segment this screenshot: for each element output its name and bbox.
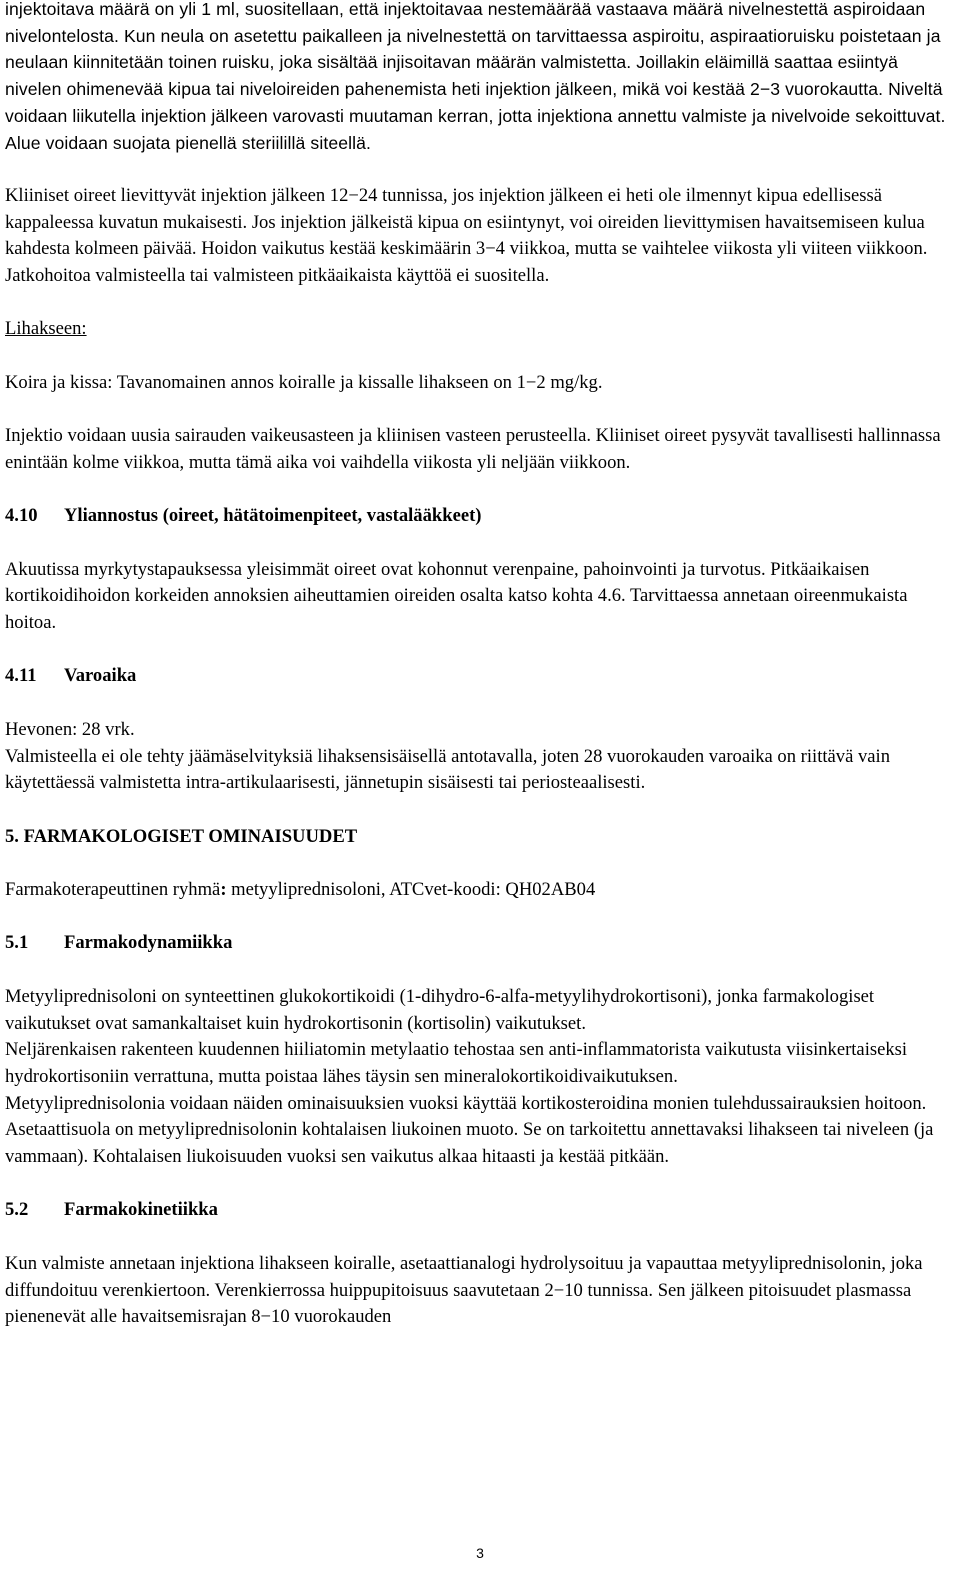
section-heading-5-2 (5, 1197, 953, 1224)
page-number: 3 (476, 1545, 484, 1561)
section-heading-5-1 (5, 930, 953, 957)
section-heading-5: 5. FARMAKOLOGISET OMINAISUUDET (5, 825, 358, 847)
section-heading-4-10 (5, 503, 953, 530)
paragraph-pharmacodynamics-3: Metyyliprednisolonia voidaan näiden ominaisuuksien vuoksi käyttää kortikosteroidina monien tulehdussairauksien hoitoon. Asetaattisuola on metyyliprednisolonin kohtalaisen liukoinen muoto. Se on tarkoitettu annettavaksi lihakseen tai niveleen (ja vammaan). Kohtalaisen liukoisuuden vuoksi sen vaikutus alkaa hitaasti ja kestää pitkään. (5, 1092, 934, 1168)
section-number: 5.2 (5, 1199, 29, 1221)
paragraph-pharmacodynamics-1: Metyyliprednisoloni on synteettinen glukokortikoidi (1-dihydro-6-alfa-metyylihydrokortisoni), jonka farmakologiset vaikutukset ovat samankaltaiset kuin hydrokortisonin (kortisolin) vaikutukset. (5, 985, 875, 1034)
section-title: Yliannostus (oireet, hätätoimenpiteet, vastalääkkeet) (64, 505, 482, 527)
section-title: Farmakodynamiikka (64, 932, 233, 954)
paragraph-overdose: Akuutissa myrkytystapauksessa yleisimmät oireet ovat kohonnut verenpaine, pahoinvointi ja turvotus. Pitkäaikaisen kortikoidihoidon korkeiden annoksien aiheuttamien oireiden osalta katso kohta 4.6. Tarvittaessa annetaan oireenmukaista hoitoa. (5, 558, 908, 634)
subheading-lihakseen: Lihakseen: (5, 318, 87, 340)
section-title: Varoaika (64, 665, 137, 687)
group-colon: : (220, 879, 227, 901)
paragraph-pharmacokinetics: Kun valmiste annetaan injektiona lihakseen koiralle, asetaattianalogi hydrolysoituu ja vapauttaa metyyliprednisolonin, joka diffundoituu verenkiertoon. Verenkierrossa huippupitoisuus saavutetaan 2−10 tunnissa. Sen jälkeen pitoisuudet plasmassa pienenevät alle havaitsemisrajan 8−10 vuorokauden (5, 1252, 923, 1328)
section-heading-4-11 (5, 663, 953, 690)
paragraph-repeat-injection: Injektio voidaan uusia sairauden vaikeusasteen ja kliinisen vasteen perusteella. Kliiniset oireet pysyvät tavallisesti hallinnassa enintään kolme viikkoa, mutta tämä aika voi vaihdella viikosta yli neljään viikkoon. (5, 425, 941, 473)
paragraph-withdrawal-details: Valmisteella ei ole tehty jäämäselvityksiä lihaksensisäisellä antotavalla, joten 28 vuorokauden varoaika on riittävä vain käytettäessä valmistetta intra-artikulaarisesti, jännetupin sisäisesti tai periosteaalisesti. (5, 745, 890, 794)
section-title: Farmakokinetiikka (64, 1199, 218, 1221)
paragraph-pharmacotherapeutic-group (5, 877, 953, 904)
section-number: 4.10 (5, 505, 38, 527)
paragraph-dose-dog-cat: Koira ja kissa: Tavanomainen annos koiralle ja kissalle lihakseen on 1−2 mg/kg. (5, 371, 603, 393)
document-page (5, 0, 953, 1331)
paragraph-pharmacodynamics-2: Neljärenkaisen rakenteen kuudennen hiiliatomin metylaatio tehostaa sen anti-inflammatorista vaikutusta viisinkertaiseksi hydrokortisoniin verrattuna, mutta poistaa lähes täysin sen mineralokortikoidivaikutuksen. (5, 1039, 908, 1087)
paragraph-clinical-signs: Kliiniset oireet lievittyvät injektion jälkeen 12−24 tunnissa, jos injektion jälkeen ei heti ole ilmennyt kipua edellisessä kappaleessa kuvatun mukaisesti. Jos injektion jälkeistä kipua on esiintynyt, voi oireiden lievittymisen havaitsemiseen kulua kahdesta kolmeen päivää. Hoidon vaikutus kestää keskimäärin 3−4 viikkoa, mutta se vaihtelee viikosta yli viiteen viikkoon. Jatkohoitoa valmisteella tai valmisteen pitkäaikaista käyttöä ei suositella. (5, 184, 928, 287)
section-number: 5.1 (5, 932, 29, 954)
group-label: Farmakoterapeuttinen ryhmä (5, 879, 221, 901)
paragraph-withdrawal-horse: Hevonen: 28 vrk. (5, 718, 135, 740)
section-number: 4.11 (5, 665, 37, 687)
group-value: metyyliprednisoloni, ATCvet-koodi: QH02AB04 (226, 879, 596, 901)
paragraph-injection-procedure: injektoitava määrä on yli 1 ml, suositellaan, että injektoitavaa nestemäärää vastaava määrä nivelnestettä aspiroidaan nivelontelosta. Kun neula on asetettu paikalleen ja nivelnestettä on tarvittaessa aspiroitu, aspiraatioruisku poistetaan ja neulaan kiinnitetään toinen ruisku, joka sisältää injisoitavan määrän valmistetta. Joillakin eläimillä saattaa esiintyä nivelen ohimenevää kipua tai niveloireiden pahenemista heti injektion jälkeen, mikä voi kestää 2−3 vuorokautta. Niveltä voidaan liikutella injektion jälkeen varovasti muutaman kerran, jotta injektiona annettu valmiste ja nivelvoide sekoittuvat. Alue voidaan suojata pienellä steriilillä siteellä. (5, 0, 946, 153)
